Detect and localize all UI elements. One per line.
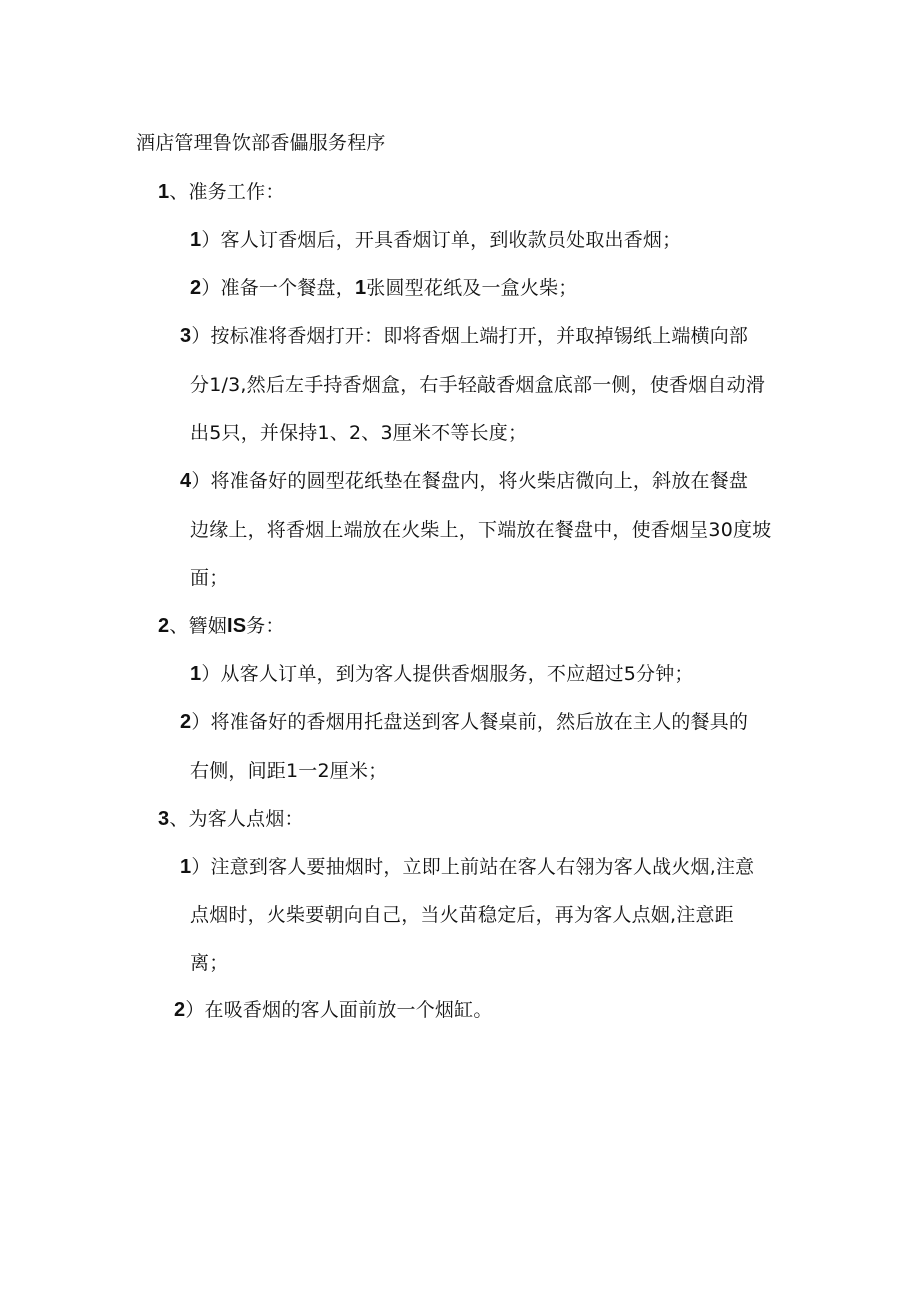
item-number: 1 [190, 229, 202, 251]
section-heading-2 [158, 614, 285, 638]
item-continuation-line: 离； [190, 952, 229, 974]
item-text-continued: 张圆型花纸及一盒火柴； [366, 277, 578, 299]
list-item [180, 324, 748, 348]
section-heading-text: 、为客人点烟： [169, 808, 304, 830]
section-number: 1 [158, 181, 170, 203]
item-text: ）注意到客人要抽烟时，立即上前站在客人右翎为客人战火烟,注意 [191, 856, 755, 878]
item-continuation-line: 右侧，间距1一2厘米； [190, 760, 388, 782]
item-number: 2 [180, 711, 192, 733]
item-number: 3 [180, 325, 192, 347]
item-continuation-line: 面； [190, 567, 229, 589]
document-title: 酒店管理鲁饮部香儡服务程序 [136, 132, 386, 154]
list-item [190, 662, 694, 686]
item-text: ）将准备好的香烟用托盘送到客人餐桌前，然后放在主人的餐具的 [191, 711, 749, 733]
section-heading-bold: IS [226, 615, 247, 637]
item-text: ）准备一个餐盘， [201, 277, 355, 299]
item-number: 4 [180, 470, 192, 492]
item-text: ）在吸香烟的客人面前放一个烟缸。 [185, 999, 493, 1021]
item-number: 2 [190, 277, 202, 299]
list-item [180, 469, 748, 493]
item-text: ）将准备好的圆型花纸垫在餐盘内，将火柴店微向上，斜放在餐盘 [191, 470, 749, 492]
section-heading-3 [158, 807, 304, 831]
item-continuation-line: 分1/3,然后左手持香烟盒，右手轻敲香烟盒底部一侧，使香烟自动滑 [190, 374, 766, 396]
section-number: 3 [158, 808, 170, 830]
item-continuation-line: 点烟时，火柴要朝向自己，当火苗稳定后，再为客人点姻,注意距 [190, 904, 734, 926]
list-item [190, 228, 681, 252]
section-heading-text: 、准务工作： [169, 181, 285, 203]
section-heading-text: 、簪姻 [169, 615, 227, 637]
item-number: 1 [180, 856, 192, 878]
section-number: 2 [158, 615, 170, 637]
item-number: 1 [190, 663, 202, 685]
section-heading-1 [158, 180, 285, 204]
list-item [180, 710, 748, 734]
item-continuation-line: 出5只，并保持1、2、3厘米不等长度； [190, 422, 528, 444]
list-item [180, 855, 754, 879]
item-text: ）客人订香烟后，开具香烟订单，到收款员处取出香烟； [201, 229, 682, 251]
list-item [190, 276, 577, 300]
item-text: ）按标准将香烟打开：即将香烟上端打开，并取掉锡纸上端横向部 [191, 325, 749, 347]
item-text: ）从客人订单，到为客人提供香烟服务，不应超过5分钟； [201, 663, 694, 685]
item-number: 2 [174, 999, 186, 1021]
item-continuation-line: 边缘上，将香烟上端放在火柴上，下端放在餐盘中，使香烟呈30度坡 [190, 519, 772, 541]
list-item [174, 998, 493, 1022]
inline-number: 1 [354, 277, 367, 299]
section-heading-text-end: 务： [246, 615, 285, 637]
